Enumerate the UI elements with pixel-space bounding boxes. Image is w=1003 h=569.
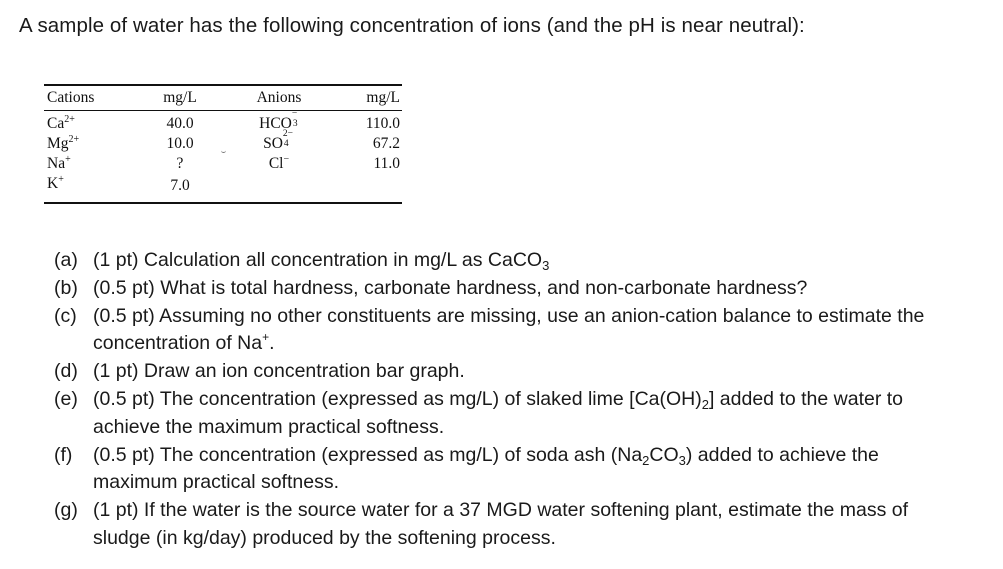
- question-c: (c) (0.5 pt) Assuming no other constituents are missing, use an anion-cation balance to estimate the concentration of Na+.: [54, 304, 925, 355]
- question-d: (d) (1 pt) Draw an ion concentration bar graph.: [54, 358, 994, 386]
- anion-chloride: Cl−: [268, 154, 290, 172]
- question-label: (d): [54, 360, 78, 383]
- question-g: (g) (1 pt) If the water is the source water for a 37 MGD water softening plant, estimate the mass of sludge (in kg/day) produced by the softening process.: [54, 499, 909, 549]
- ion-concentration-table: [44, 84, 402, 204]
- anion-sulfate: SO 2− 4: [263, 129, 294, 152]
- question-label: (e): [54, 387, 78, 410]
- cation-potassium-value: 7.0: [170, 177, 190, 194]
- anion-chloride-value: 11.0: [373, 155, 400, 172]
- header-anion-units: mg/L: [366, 89, 400, 106]
- table-header-rule: [44, 110, 402, 111]
- question-label: (c): [54, 304, 77, 327]
- cation-sodium-value: ?: [176, 155, 184, 172]
- question-label: (a): [54, 249, 78, 271]
- table-top-rule: [44, 84, 402, 86]
- question-a: (a) (1 pt) Calculation all concentration in mg/L as CaCO$_3$: [54, 249, 550, 273]
- cation-sodium: Na+: [47, 154, 71, 172]
- question-label: (b): [54, 276, 78, 299]
- cation-calcium-value: 40.0: [166, 115, 194, 132]
- table-bottom-rule: [44, 202, 402, 204]
- stray-mark: [221, 150, 226, 153]
- cation-calcium: $Ca^{2+}$: [47, 114, 75, 132]
- question-f: (f) (0.5 pt) The concentration (expressed as mg/L) of soda ash $(Na_2CO_3)$ added to achieve the maximum practical softness.: [54, 443, 879, 494]
- header-cations: Cations: [47, 89, 95, 106]
- question-b: (b) (0.5 pt) What is total hardness, carbonate hardness, and non-carbonate hardness?: [54, 275, 994, 303]
- cation-magnesium: $Mg^{2+}$: [47, 134, 80, 152]
- header-cation-units: mg/L: [163, 89, 197, 106]
- anion-bicarbonate: HCO − 3: [259, 109, 298, 132]
- question-list: [54, 247, 994, 553]
- cation-potassium: K+: [47, 174, 64, 192]
- anion-sulfate-value: 67.2: [372, 135, 400, 152]
- anion-bicarbonate-value: 110.0: [365, 115, 400, 132]
- header-anions: Anions: [256, 89, 302, 106]
- question-label: (f): [54, 443, 73, 466]
- question-e: (e) (0.5 pt) The concentration (expressed as mg/L) of slaked lime $[Ca(OH)_2]$ added to the water to achieve the maximum practical softness.: [54, 387, 904, 438]
- problem-intro: A sample of water has the following concentration of ions (and the pH is near neutral):: [19, 14, 805, 37]
- cation-magnesium-value: 10.0: [166, 135, 194, 152]
- question-label: (g): [54, 499, 78, 522]
